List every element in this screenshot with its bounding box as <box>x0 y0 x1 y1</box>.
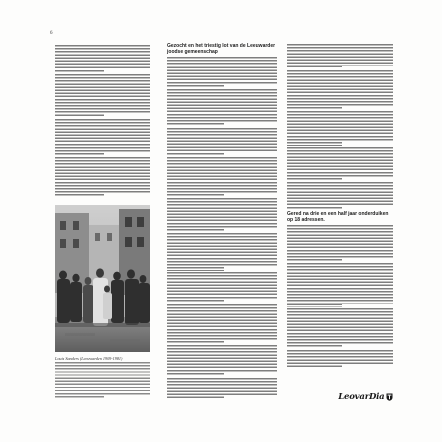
section-heading-right: Gered na drie en een half jaar onderduiken op 18 adressen. <box>287 211 389 223</box>
text-lines <box>287 350 393 369</box>
photo-image <box>55 205 150 352</box>
text-lines <box>167 345 277 376</box>
text-lines <box>55 157 150 197</box>
text-lines <box>287 70 393 110</box>
text-lines <box>287 111 393 145</box>
text-lines <box>167 198 277 232</box>
photo-graphic <box>55 205 150 352</box>
text-lines <box>287 182 393 210</box>
text-lines <box>287 225 393 262</box>
text-lines <box>287 263 393 306</box>
caption-text-lines <box>55 362 150 399</box>
column-middle <box>167 44 277 401</box>
text-lines <box>167 89 277 126</box>
text-lines <box>55 74 150 117</box>
text-lines <box>55 119 150 156</box>
text-lines <box>287 44 393 69</box>
section-heading-middle: Gezocht en het triestig lot van de Leeuwarder joodse gemeenschap <box>167 43 276 55</box>
text-lines <box>287 308 393 348</box>
caption-first-line: Louis Sanders (Leeuwarden 1909-1981) <box>55 356 123 361</box>
text-lines <box>167 378 277 400</box>
text-lines <box>167 272 277 303</box>
text-lines <box>167 57 277 88</box>
text-lines <box>55 45 150 73</box>
text-lines <box>167 233 277 270</box>
column-right <box>287 44 393 369</box>
publisher-logo <box>336 391 393 403</box>
text-lines <box>167 128 277 156</box>
logo-text: LeovarDia <box>338 392 385 402</box>
text-lines <box>287 147 393 181</box>
crest-icon <box>386 393 393 401</box>
photo-caption <box>55 356 150 400</box>
column-left <box>55 45 150 199</box>
page-number: 6 <box>50 31 53 36</box>
text-lines <box>167 304 277 344</box>
text-lines <box>167 157 277 197</box>
